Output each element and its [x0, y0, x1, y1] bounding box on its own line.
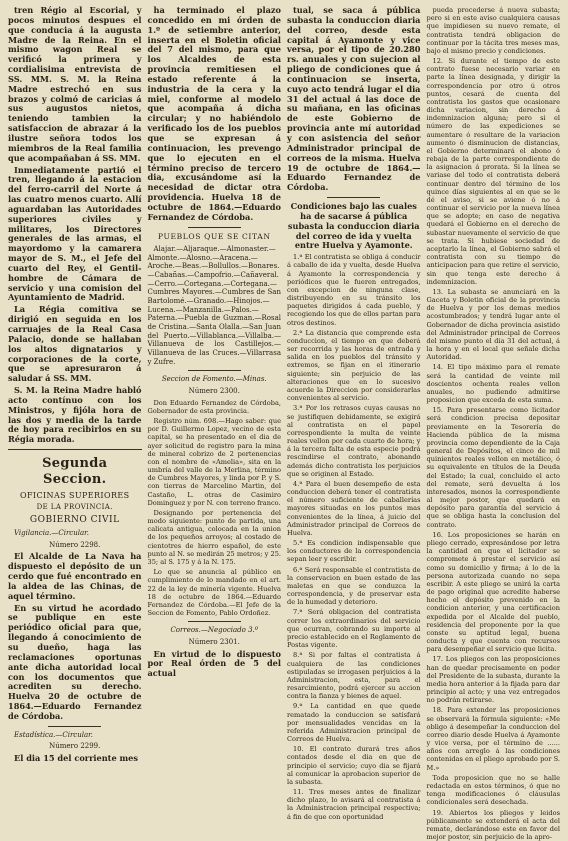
condition-item: Toda proposicion que no se halle redactada en estos términos, ó que no tenga modificaciones ó cláusulas condicionales será desechada.: [427, 774, 561, 807]
condition-item: 8.ª Si por faltas el contratista á cualquiera de las condiciones estipuladas se irrogasen perjuicios á la Administracion, esta, para el resarcimiento, podrá ejercer su accion contra la fianza y bienes de aquel.: [287, 651, 421, 700]
gobierno-heading: GOBIERNO CIVIL: [8, 515, 142, 526]
circular-label: Estadística.—Circular.: [8, 731, 142, 740]
divider: [8, 449, 142, 450]
towns-heading: PUEBLOS QUE SE CITAN: [148, 232, 282, 241]
article-paragraph: Registro núm. 698.—Hago saber: que por D. Guillermo Lopez, vecino de esta capital, se ha presentado en el dia de ayer solicitud de registro para la mina de mineral cobrizo de 2 pertenencias con el nombre de «Amelia», sita en la umbría del valle de la Merlina, término de Cumbres Mayores, y linda por P. y S. con tierras de Marcelino Martin, del Castaño, L. otras de Casimiro Dominguez y por N. con terreno franco.: [148, 417, 282, 507]
divider: [188, 621, 241, 622]
condition-item: 16. Los proposiciones se harán en pliego cerrado, expresándose por letra la cantidad en que el licitador se compromete á prestar el servicio así como su domicilio y firma; á lo de la persona autorizada cuando no sepa escribir. A este pliego se unirá la carta de pago original que acredite haberse hecho el depósito prevenido en la condicion anterior, y una certificacion expedida por el Alcalde del pueblo, residencia del proponente por la que conste su aptitud legal, buena conducta y que cuenta con recursos para desempeñar el servicio que licita.: [427, 531, 561, 654]
condition-item: 9.ª La cantidad en que quede rematado la conduccion se satisfará por mensualidades vencidas en la referida Administracion principal de Correos de Huelva.: [287, 702, 421, 743]
condition-item: 2.ª La distancia que comprende esta conduccion, el tiempo en que deberá ser recorrida y las horas de entrada y salida en los pueblos del tránsito y extremos, se fijan en el itinerario siguiente; sin perjuicio de las alteraciones que en lo sucesivo acuerde la Direccion por considerarlas convenientes al servicio.: [287, 329, 421, 403]
office-subheading: DE LA PROVINCIA.: [8, 503, 142, 512]
divider: [188, 370, 241, 371]
condition-item: 14. El tipo máximo para el remate será la cantidad de veinte mil doscientos ochenta reales vellon anuales, no pudiendo admitirse proposicion que exceda de esta suma.: [427, 363, 561, 404]
condition-item: 18. Para extender las proposiciones se observará la fórmula siguiente: «Me obligo á desempeñar la conduccion del correo diario desde Huelva á Ayamonte y vice versa, por el término de ...... años con arreglo á las condiciones contenidas en el pliego aprobado por S. M.»: [427, 706, 561, 771]
condition-item: 15. Para presentarse como licitador será condicion precisa depositar previamente en la Tesorería de Hacienda pública de la misma provincia como dependiente de la Caja general de Depósitos, el cinco de mil quinientos reales vellon en metálico, ó su equivalente en títulos de la Deuda del Estado; la cual, concluido el acto del remate, será devuelta á los interesados, menos la correspondiente al mejor postor, que quedará en depósito para garantía del servicio á que se obliga hasta la conclusion del contrato.: [427, 406, 561, 529]
column-3: [287, 6, 421, 796]
section-label: Seccion de Fomento.—Minas.: [148, 375, 282, 384]
article-paragraph: Don Eduardo Fernandez de Córdoba, Gobernador de esta provincia.: [148, 399, 282, 415]
condition-item: 19. Abiertos los pliegos y leidos públicamente se extenderá el acta del remate, declarándose este en favor del mejor postor, sin perjuicio de la apro-: [427, 809, 561, 841]
article-paragraph: En su virtud he acordado se publique en este periódico oficial para que, llegando á conocimiento de su dueño, haga las reclamaciones oportunas ante dicha autoridad local con los documentos que acrediten su derecho. Huelva 20 de octubre de 1864.—Eduardo Fernandez de Córdoba.: [8, 604, 142, 722]
columns: [8, 6, 560, 796]
condition-item: 11. Tres meses antes de finalizar dicho plazo, lo avisará al contratista á la Administracion principal respectiva; á fin de que con oportunidad: [287, 788, 421, 821]
column-1: [8, 6, 142, 796]
article-paragraph: tren Régio al Escorial, y pocos minutos despues el que conducia á la augusta Madre de la Reina. En el mismo wagon Real se verificó la primera y cordialisima entrevista de SS. MM. S. M. la Reina Madre estrechó en sus brazos y colmó de caricias á sus augustos nietos, teniendo tambien la satisfaccion de abrazar á la ilustre señora todos los miembros de la Real familia que acompañaban á SS. MM.: [8, 6, 142, 164]
condition-item: pueda procederse á nueva subasta; pero si en este aviso cualquiera causas que impidiesen su nuevo remate, el contratista tendrá obligacion de continuar por la tácita tres meses mas, bajo el mismo precio y condiciones.: [427, 6, 561, 55]
condition-item: 3.ª Por los retrasos cuyas causas no se justifiquen debidamente, se exigirá al contratista en el papel correspondiente la multa de veinte reales vellon por cada cuarto de hora; y á la tercera falta de esta especie podrá rescindirse el contrato, abonando además dicho contratista los perjuicios que se originen al Estado.: [287, 404, 421, 478]
condition-item: 13. La subasta se anunciará en la Gaceta y Boletin oficial de la provincia de Huelva y por los demas medios acostumbrados; y tendrá lugar ante el Gobernador de dicha provincia asistido del Administrador principal de Correos del mismo punto el dia 31 del actual, á la hora y en el local que señale dicha Autoridad.: [427, 288, 561, 362]
section-label: Correos.—Negociado 3.º: [148, 626, 282, 635]
condition-item: 10. El contrato durará tres años contados desde el dia en que de principio el servicio; cuyo dia se fijará al comunicar la aprobacion superior de la subasta.: [287, 745, 421, 786]
number-label: Número 2298.: [8, 541, 142, 550]
condition-item: 4.ª Para el buen desempeño de esta conduccion deberá tener el contratista el número suficiente de caballerías mayores situadas en los puntos mas convenientes de la línea, á juicio del Administrador principal de Correos de Huelva.: [287, 480, 421, 537]
condition-item: 1.ª El contratista se obliga á conducir á caballo de ida y vuelta, desde Huelva á Ayamonte la correspondencia y periódicos que le fueren entregados, con excepcion de ninguna clase, distribuyendo en su tránsito los paquetes dirigidos á cada pueblo, y recogiendo los que de ellos partan para otros destinos.: [287, 253, 421, 327]
article-paragraph: tual, se saca á pública subasta la conduccion diaria del correo, desde esta capital á Ayamonte y vice versa, por el tipo de 20.280 rs. anuales y con sujecion al pliego de condiciones que á continuacion se inserta, cuyo acto tendrá lugar el dia 31 del actual á las doce de su mañana, en las oficinas de este Gobierno de provincia ante mí autoridad y con asistencia del señor Administrador principal de correos de la misma. Huelva 19 de octubre de 1864.—Eduardo Fernandez de Córdoba.: [287, 6, 421, 193]
article-paragraph: Designando por pertenencia del modo siguiente: punto de partida, una calicata antigua, colocada en la union de los pequeños arroyos; al costado de cientotres de hierro español, de este punto al N. se medirán 25 metros; y 25. 35; al S. 175 y á la N. 175.: [148, 509, 282, 566]
divider: [327, 197, 380, 198]
condition-item: 17. Los pliegos con las proposiciones han de quedar precisamente en poder del Presidente de la subasta, durante la media hora anterior á la fijada para dar principio al acto; y una vez entregados no podrán retirarse.: [427, 655, 561, 704]
circular-label: Vigilancia.—Circular.: [8, 529, 142, 538]
article-paragraph: S. M. la Reina Madre habló acto contínuo con los Ministros, y fijóla hora de las dos y media de la tarde de hoy para recibirlos en su Régia morada.: [8, 386, 142, 445]
number-label: Número 2301.: [148, 638, 282, 647]
towns-list: Alajar.—Aljaraque.—Almonaster.—Almonte.—Alosno.—Aracena.—Aroche.—Beas.—Bollullos.—Bonares.—Cabañas.—Campofrio.—Cañaveral.—Cerro.—Cortegana.—Cortegana.—Cumbres Mayores.—Cumbres de San Bartolomé.—Granado.—Hinojos.—Lucena.—Manzanilla.—Palos.—Paterna.—Puebla de Guzman.—Rosal de Cristina.—Santa Olalla.—San Juan del Puerto.—Villablanca.—Villalba.—Villanueva de los Castillejos.—Villanueva de las Cruces.—Villarrasa y Zufre.: [148, 245, 282, 366]
number-label: Número 2299.: [8, 742, 142, 751]
column-2: [148, 6, 282, 796]
article-paragraph: En virtud de lo dispuesto por Real órden de 5 del actual: [148, 650, 282, 680]
condition-item: 12. Si durante el tiempo de este contrato fuese necesario variar en parte la línea designada, y dirigir la correspondencia por otro ú otros puntos, cesará de cuenta del contratista los gastos que ocasionare dicha variacion, sin derecho á indemnizacion alguna; pero si el número de las expediciones se aumentare ó resultare de la variacion aumento ó disminucion de distancias, el Gobierno determinará el abono ó rebaja de la parte correspondiente de la asignacion á prorata. Si la línea se variase del todo el contratista deberá continuar dentro del término de los quince días siguientes al en que se le dé el aviso, si se aviene ó no á continuar el servicio por la nueva línea que se adopte; en caso de negativa quedará el Gobierno en el derecho de subastar nuevamente el servicio de que se trata. Si hubiese sociedad de aceptarlo la línea, el Gobierno sabrá el contratista con su tiempo de anticipacion para que retire el servicio, sin que tenga este derecho á indemnizacion.: [427, 57, 561, 286]
conditions-heading: Condiciones bajo las cuales ha de sacarse á pública subasta la conduccion diaria del correo de ida y vuelta entre Huelva y Ayamonte.: [287, 202, 421, 251]
number-label: Número 2300.: [148, 387, 282, 396]
column-4: [427, 6, 561, 796]
divider: [188, 227, 241, 228]
article-paragraph: El dia 15 del corriente mes: [8, 754, 142, 764]
article-paragraph: Inmediatamente partió el tren, llegando á la estacion del ferro-carril del Norte á las cuatro menos cuarto. Allí aguardaban las Autoridades superiores civiles y militares, los Directores generales de las armas, el mayordomo y la camarera mayor de S. M., el Jefe del cuarto del Rey, el Gentil-hombre de Cámara de servicio y una comision del Ayuntamiento de Madrid.: [8, 166, 142, 304]
section-heading: Segunda Seccion.: [8, 456, 142, 488]
condition-item: 5.ª Es condicion indispensable que los conductores de la correspondencia sepan leer y escribir.: [287, 539, 421, 564]
article-paragraph: Lo que se anuncia al público en cumplimiento de lo mandado en el art. 22 de la ley de minería vigente. Huelva 18 de octubre de 1864.—Eduardo Fernandez de Córdoba.—El Jefe de la Seccion de Fomento, Pablo Ordoñez.: [148, 568, 282, 617]
office-heading: OFICINAS SUPERIORES: [8, 491, 142, 501]
divider: [48, 726, 101, 727]
article-paragraph: El Alcalde de La Nava ha dispuesto el depósito de un cerdo que fué encontrado en la aldea de las Chinas, de aquel término.: [8, 552, 142, 601]
condition-item: 6.ª Será responsable el contratista de la conservacion en buen estado de las maletas en que se conduzca la correspondencia, y de preservar esta de la humedad y deterioro.: [287, 566, 421, 607]
article-paragraph: ha terminado el plazo concedido en mi órden de 1.º de setiembre anterior, inserta en el Boletin oficial del 7 del mismo, para que los Alcaldes de esta provincia remitiesen el estado referente á la industria de la cera y la miel, conforme al modelo que acompaña á dicha circular; y no habiéndolo verificado los de los pueblos que se expresan á continuacion, les prevengo que lo ejecuten en el término preciso de tercero dia, excusándome así la necesidad de dictar otra providencia. Huelva 18 de octubre de 1864.—Eduardo Fernandez de Córdoba.: [148, 6, 282, 223]
condition-item: 7.ª Será obligacion del contratista correr los extraordinarios del servicio que ocurran, cobrando su importe al precio establecido en el Reglamento de Postas vigente.: [287, 608, 421, 649]
article-paragraph: La Régia comitiva se dirigió en seguida en los carruajes de la Real Casa Palacio, donde se hallaban los altos dignatarios y corporaciones de la corte, que se apresuraron á saludar á SS. MM.: [8, 305, 142, 384]
